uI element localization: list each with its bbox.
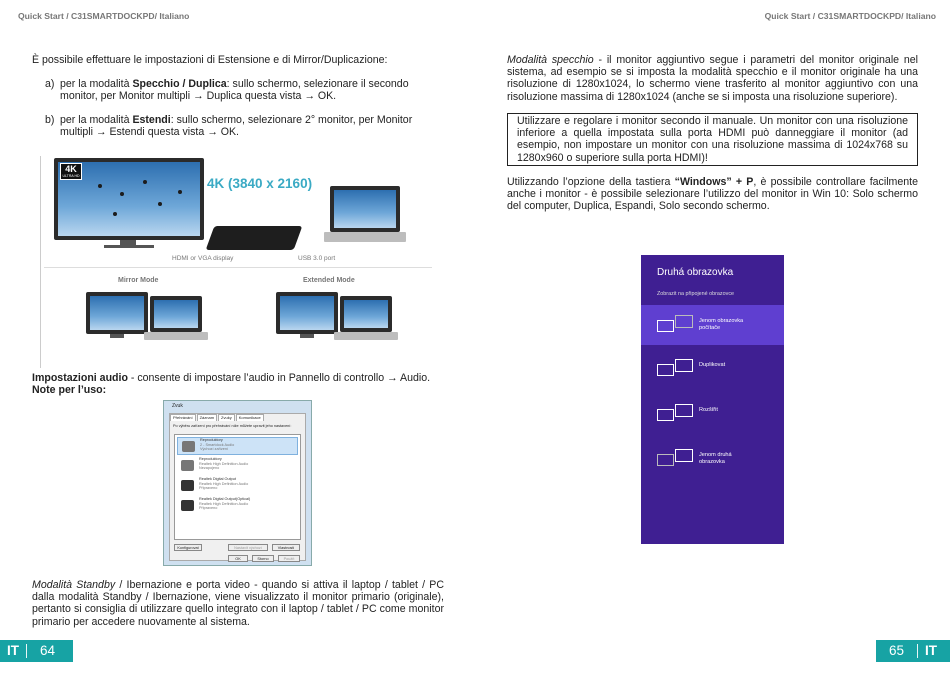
standby-note: [32, 579, 444, 628]
item-a-text: per la modalità Specchio / Duplica: sullo schermo, selezionare il secondo monitor, per Monitor multipli → Duplica questa vista → OK.: [60, 78, 409, 103]
mirror-laptop: [150, 296, 202, 332]
laptop-keyboard: [324, 232, 406, 242]
extended-monitor: [276, 292, 338, 334]
ok-button[interactable]: OK: [228, 555, 248, 562]
apply-button[interactable]: Použít: [278, 555, 300, 562]
running-header-left: Quick Start / C31SMARTDOCKPD/ Italiano: [18, 11, 190, 21]
footer-left-separator: [26, 644, 27, 658]
dialog-title: Zvuk: [172, 403, 183, 409]
tab-sounds[interactable]: Zvuky: [218, 414, 235, 421]
page-number-right: 65: [889, 642, 905, 658]
digital-output-icon: [181, 480, 194, 491]
4k-badge: 4K ULTRA HD: [60, 163, 82, 180]
mirror-mode-text: Modalità specchio - il monitor aggiuntivo segue i parametri del monitor originale nel sistema, ad esempio se si imposta la modalità specchio e il monitor originale ha una risoluzione di 1280x1024, lo schermo viene trasferito al monitor aggiuntivo con una risoluzione massima di 1280x1024 (anche se si imposta una risoluzione superiore).: [507, 54, 919, 103]
usage-notes-heading: Note per l’uso:: [32, 384, 107, 397]
docking-station: [206, 226, 303, 250]
shortcut-note: [507, 176, 918, 213]
4k-monitor: [54, 158, 204, 240]
option-second-screen-only[interactable]: Jenom druhá obrazovka: [641, 437, 784, 477]
mirror-mode-note: [507, 54, 918, 103]
device-row[interactable]: Reproduktory Realtek High Definition Audio Nezapojeno: [177, 457, 298, 475]
footer-left-lang: IT: [7, 642, 19, 658]
running-header-right: Quick Start / C31SMARTDOCKPD/ Italiano: [764, 11, 936, 21]
shortcut-text: Utilizzando l’opzione della tastiera “Windows” + P, è possibile controllare facilmente anche i monitor - è possibile selezionare l’utilizzo del monitor in Win 10: Solo schermo del computer, Duplica, Espandi, Solo secondo schermo.: [507, 176, 919, 213]
extend-icon: [657, 404, 695, 424]
option-extend[interactable]: Rozšířit: [641, 392, 784, 432]
second-screen-panel: [641, 255, 784, 544]
optical-output-icon: [181, 500, 194, 511]
footer-right-lang: IT: [925, 642, 938, 658]
device-list: [174, 434, 301, 540]
audio-section: [32, 372, 447, 396]
pc-only-icon: [657, 315, 695, 335]
extended-mode-label: Extended Mode: [303, 277, 355, 284]
tab-communication[interactable]: Komunikace: [236, 414, 264, 421]
dialog-hint: Po výběru zařízení pro přehrávání níže můžete upravit jeho nastavení:: [173, 424, 292, 428]
option-duplicate[interactable]: Duplikovat: [641, 347, 784, 387]
usb-label: USB 3.0 port: [298, 255, 336, 262]
footer-right-separator: [917, 644, 918, 658]
tab-playback[interactable]: Přehrávání: [170, 414, 196, 421]
dialog-body: [169, 413, 306, 561]
tab-recording[interactable]: Záznam: [197, 414, 217, 421]
hdmi-label: HDMI or VGA display: [172, 255, 234, 262]
figure-rule: [44, 267, 432, 268]
panel-subtitle: Zobrazit na připojené obrazovce: [657, 291, 735, 297]
item-a-marker: a): [45, 78, 55, 90]
option-pc-screen-only[interactable]: Jenom obrazovka počítače: [641, 305, 784, 345]
properties-button[interactable]: Vlastnosti: [272, 544, 300, 551]
second-only-icon: [657, 449, 695, 469]
duplicate-icon: [657, 359, 695, 379]
item-b-marker: b): [45, 114, 55, 126]
item-b-text: per la modalità Estendi: sullo schermo, selezionare 2° monitor, per Monitor multipli → Estendi questa vista → OK.: [60, 114, 413, 139]
sound-dialog-screenshot: [163, 400, 312, 566]
figure-divider: [40, 156, 41, 368]
mirror-mode-label: Mirror Mode: [118, 277, 159, 284]
extended-laptop: [340, 296, 392, 332]
item-a: [32, 78, 447, 102]
item-b: [32, 114, 447, 138]
laptop-top: [330, 186, 400, 232]
monitor-foot: [104, 245, 154, 248]
speaker-icon: [182, 441, 195, 452]
dialog-tabs: [170, 414, 305, 421]
intro-text: È possibile effettuare le impostazioni di Estensione e di Mirror/Duplicazione:: [32, 54, 388, 66]
warning-text: Utilizzare e regolare i monitor secondo il manuale. Un monitor con una risoluzione inferiore a quella impostata sulla porta HDMI può danneggiare il monitor (ad esempio, non impostare un monitor con una risoluzione massima di 1024x768 su 1280x960 o superiore sulla porta HDMI)!: [517, 115, 908, 164]
standby-text: Modalità Standby / Ibernazione e porta video - quando si attiva il laptop / tablet / PC dalla modalità Standby / Ibernazione, viene visualizzato il monitor primario (originale), pertanto si consiglia di utilizzare quello integrato con il laptop / tablet / PC come monitor primario per accedere nuovamente al sistema.: [32, 579, 445, 628]
set-default-button[interactable]: Nastavit výchozí: [228, 544, 268, 551]
resolution-label: 4K (3840 x 2160): [207, 176, 313, 191]
configure-button[interactable]: Konfigurovat: [174, 544, 202, 551]
page-number-left: 64: [40, 642, 56, 658]
footer-left: [0, 640, 73, 662]
device-row[interactable]: Reproduktory 2 - Smartdock Audio Výchozí zařízení: [177, 437, 298, 455]
device-row[interactable]: Realtek Digital Output Realtek High Definition Audio Připraveno: [177, 477, 298, 495]
cancel-button[interactable]: Storno: [252, 555, 274, 562]
audio-text: Impostazioni audio - consente di impostare l’audio in Pannello di controllo → Audio.: [32, 372, 431, 384]
dock-illustration: [40, 156, 432, 368]
device-row[interactable]: Realtek Digital Output(Optical) Realtek High Definition Audio Připraveno: [177, 497, 298, 515]
mirror-monitor: [86, 292, 148, 334]
speaker-icon: [181, 460, 194, 471]
panel-title: Druhá obrazovka: [657, 267, 734, 278]
left-page-intro: [32, 54, 447, 66]
footer-right: [876, 640, 950, 662]
warning-box: [507, 113, 918, 166]
